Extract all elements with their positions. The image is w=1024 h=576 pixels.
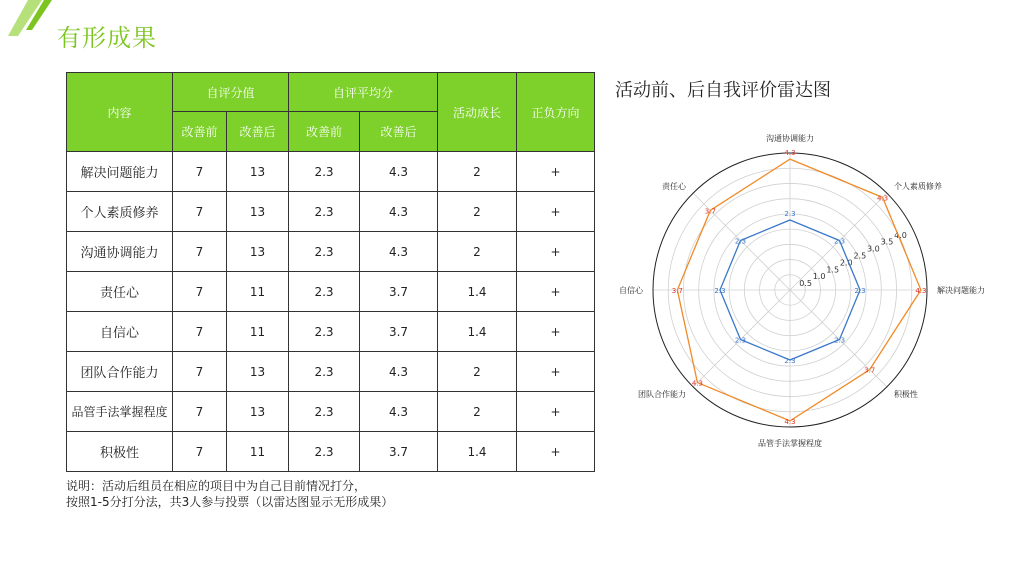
- data-label: 2.3: [734, 237, 747, 246]
- cell-avg-before: 2.3: [289, 432, 360, 472]
- cell-avg-after: 4.3: [360, 392, 438, 432]
- page-title: 有形成果: [57, 24, 157, 52]
- cell-item: 积极性: [67, 432, 173, 472]
- cell-avg-before: 2.3: [289, 232, 360, 272]
- header-score-before: 改善前: [173, 112, 227, 152]
- cell-growth: 1.4: [438, 312, 517, 352]
- cell-score-before: 7: [173, 392, 227, 432]
- cell-score-after: 13: [227, 192, 289, 232]
- cell-growth: 2: [438, 392, 517, 432]
- data-label: 2.3: [854, 287, 866, 295]
- cell-avg-after: 4.3: [360, 232, 438, 272]
- cell-avg-after: 3.7: [360, 272, 438, 312]
- data-label: 4.3: [876, 194, 889, 203]
- cell-direction: +: [517, 272, 595, 312]
- table-row: [67, 432, 595, 472]
- cell-direction: +: [517, 392, 595, 432]
- cell-avg-before: 2.3: [289, 352, 360, 392]
- cell-avg-after: 4.3: [360, 352, 438, 392]
- cell-avg-after: 4.3: [360, 152, 438, 192]
- data-label: 4.3: [915, 287, 927, 295]
- corner-decoration: [0, 0, 60, 40]
- cell-direction: +: [517, 352, 595, 392]
- chart-title: 活动前、后自我评价雷达图: [615, 80, 831, 101]
- cell-score-after: 13: [227, 232, 289, 272]
- category-label: 个人素质修养: [893, 182, 942, 192]
- category-label: 积极性: [893, 389, 918, 399]
- cell-direction: +: [517, 232, 595, 272]
- data-label: 4.3: [784, 149, 796, 158]
- table-row: [67, 352, 595, 392]
- footnote-line: 按照1-5分打分法，共3人参与投票（以雷达图显示无形成果）: [66, 495, 394, 509]
- radar-chart: [610, 120, 990, 460]
- cell-avg-after: 3.7: [360, 432, 438, 472]
- radial-tick-label: 1.5: [826, 265, 840, 275]
- radial-tick-label: 2.0: [839, 258, 853, 268]
- radial-tick-label: 0.5: [799, 279, 812, 289]
- cell-score-before: 7: [173, 192, 227, 232]
- cell-growth: 1.4: [438, 432, 517, 472]
- category-label: 品管手法掌握程度: [758, 439, 822, 448]
- cell-avg-before: 2.3: [289, 192, 360, 232]
- radial-tick-label: 2.5: [853, 251, 867, 261]
- table-row: [67, 152, 595, 192]
- cell-score-before: 7: [173, 232, 227, 272]
- radial-tick-label: 1.0: [812, 272, 826, 282]
- cell-avg-before: 2.3: [289, 312, 360, 352]
- category-label: 解决问题能力: [937, 286, 985, 295]
- cell-direction: +: [517, 152, 595, 192]
- radial-tick-label: 3.0: [867, 244, 880, 254]
- cell-growth: 1.4: [438, 272, 517, 312]
- cell-score-before: 7: [173, 352, 227, 392]
- category-label: 自信心: [619, 286, 643, 295]
- header-self-score: 自评分值: [173, 73, 289, 112]
- data-label: 3.7: [671, 287, 683, 295]
- cell-direction: +: [517, 432, 595, 472]
- cell-avg-after: 4.3: [360, 192, 438, 232]
- data-label: 4.3: [691, 379, 704, 388]
- category-label: 沟通协调能力: [766, 134, 814, 143]
- cell-score-after: 11: [227, 312, 289, 352]
- radial-tick-label: 3.5: [880, 237, 894, 247]
- header-score-after: 改善后: [227, 112, 289, 152]
- cell-growth: 2: [438, 232, 517, 272]
- cell-score-before: 7: [173, 312, 227, 352]
- cell-score-after: 13: [227, 352, 289, 392]
- cell-score-before: 7: [173, 432, 227, 472]
- data-label: 2.3: [734, 336, 747, 345]
- table-row: [67, 232, 595, 272]
- table-row: [67, 272, 595, 312]
- data-label: 3.7: [864, 366, 876, 375]
- table-body: [67, 152, 595, 472]
- cell-item: 品管手法掌握程度: [67, 392, 173, 432]
- cell-score-after: 11: [227, 432, 289, 472]
- cell-score-after: 11: [227, 272, 289, 312]
- cell-item: 个人素质修养: [67, 192, 173, 232]
- cell-item: 解决问题能力: [67, 152, 173, 192]
- cell-avg-after: 3.7: [360, 312, 438, 352]
- table-row: [67, 192, 595, 232]
- data-label: 2.3: [833, 237, 846, 246]
- cell-avg-before: 2.3: [289, 152, 360, 192]
- category-label: 团队合作能力: [638, 389, 687, 399]
- data-label: 2.3: [784, 209, 796, 218]
- footnote: [66, 478, 393, 510]
- data-label: 4.3: [784, 417, 796, 426]
- cell-avg-before: 2.3: [289, 272, 360, 312]
- table-row: [67, 312, 595, 352]
- data-label: 2.3: [833, 336, 846, 345]
- cell-direction: +: [517, 312, 595, 352]
- cell-growth: 2: [438, 352, 517, 392]
- footnote-line: 说明：活动后组员在相应的项目中为自己目前情况打分，: [66, 479, 367, 493]
- self-evaluation-table: [66, 72, 595, 472]
- cell-avg-before: 2.3: [289, 392, 360, 432]
- table-row: [67, 392, 595, 432]
- data-label: 3.7: [704, 207, 716, 216]
- cell-direction: +: [517, 192, 595, 232]
- header-growth: 活动成长: [438, 73, 517, 152]
- radial-tick-label: 4.0: [894, 230, 907, 240]
- data-label: 2.3: [784, 357, 796, 366]
- cell-score-before: 7: [173, 272, 227, 312]
- cell-growth: 2: [438, 192, 517, 232]
- cell-score-after: 13: [227, 152, 289, 192]
- header-avg-after: 改善后: [360, 112, 438, 152]
- header-avg-before: 改善前: [289, 112, 360, 152]
- data-label: 2.3: [714, 287, 726, 295]
- header-self-average: 自评平均分: [289, 73, 438, 112]
- cell-item: 沟通协调能力: [67, 232, 173, 272]
- cell-item: 责任心: [67, 272, 173, 312]
- cell-growth: 2: [438, 152, 517, 192]
- header-item: 内容: [67, 73, 173, 152]
- cell-item: 自信心: [67, 312, 173, 352]
- cell-score-after: 13: [227, 392, 289, 432]
- cell-score-before: 7: [173, 152, 227, 192]
- cell-item: 团队合作能力: [67, 352, 173, 392]
- header-direction: 正负方向: [517, 73, 595, 152]
- category-label: 责任心: [662, 182, 687, 192]
